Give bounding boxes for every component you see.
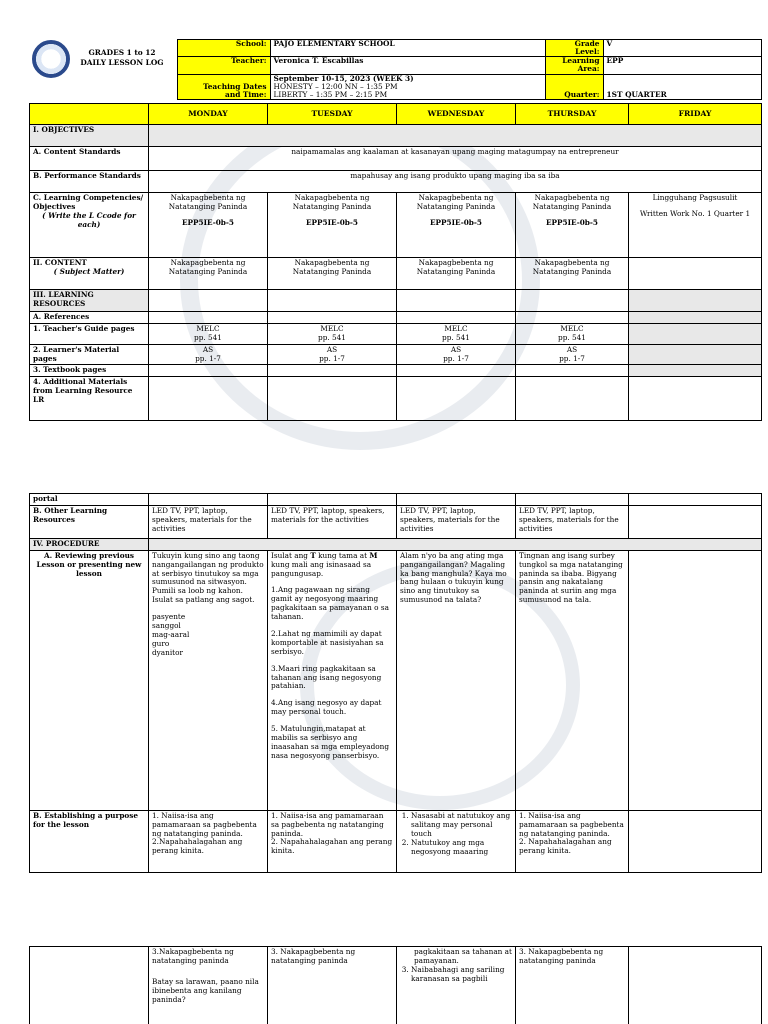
lm-pages: pp. 1-7 (319, 353, 345, 363)
lesson-table-part-1 (29, 103, 762, 421)
tg-pages: pp. 541 (194, 332, 222, 342)
lesson-table-part-3 (29, 946, 762, 1024)
lm-title: AS (566, 344, 578, 354)
tb-thursday (516, 365, 629, 377)
comp-code: EPP5IE-0b-5 (545, 217, 599, 227)
procedure-row (149, 538, 762, 550)
comp-monday (149, 193, 268, 258)
other-monday: LED TV, PPT, laptop, speakers, materials for the activities (149, 505, 268, 538)
intro-true: T (310, 550, 316, 560)
add-thursday (516, 377, 629, 421)
header-table (29, 39, 762, 100)
purpose-wednesday-list-cont (400, 966, 512, 984)
grade-label: Grade Level: (545, 40, 603, 57)
review-item: 5. Matulungin,matapat at mabilis sa serbisyo ang inaasahan sa mga empleyadong nasa negosyong panserbisyo. (271, 724, 390, 760)
portal-monday (149, 494, 268, 506)
review-wednesday: Alam n'yo ba ang ating mga pangangailangan? Magaling ka bang manghula? Kaya mo bang hulaan o tukuyin kung sino ang tinutukoy sa sumusunod na talata? (397, 550, 516, 810)
comp-text: Nakapagbebenta ng Natatanging Paninda (532, 193, 612, 211)
comp-text: Nakapagbebenta ng Natatanging Paninda (416, 193, 496, 211)
additional-materials-label: 4. Additional Materials from Learning Resource LR (30, 377, 149, 421)
learners-material-label: 2. Learner's Material pages (30, 344, 149, 365)
review-thursday: Tingnan ang isang surbey tungkol sa mga natatanging paninda sa ibaba. Bigyang pansin ang nakatalang paninda at suriin ang mga sumusunod na tala. (516, 550, 629, 810)
lm-thursday (516, 344, 629, 365)
content-thursday: Nakapagbebenta ng Natatanging Paninda (516, 258, 629, 290)
review-item: 2.Lahat ng mamimili ay dapat komportable at nasisiyahan sa serbisyo. (271, 629, 384, 656)
dates-label-2: and Time: (225, 89, 267, 99)
ref-wednesday (397, 312, 516, 324)
choice-item: pasyente (152, 612, 186, 622)
other-thursday: LED TV, PPT, laptop, speakers, materials for the activities (516, 505, 629, 538)
monday-question: Batay sa larawan, paano nila ibinebenta ang kanilang paninda? (152, 976, 259, 1004)
friday-written-work: Written Work No. 1 Quarter 1 (639, 208, 751, 218)
purpose-friday (629, 810, 762, 872)
day-monday: MONDAY (149, 104, 268, 125)
content-label-main: II. CONTENT (33, 258, 87, 267)
dates-label-1: Teaching Dates (203, 81, 267, 91)
purpose-item: 2. Napahahalagahan ang perang kinita. (519, 837, 612, 856)
purpose-wednesday (397, 810, 516, 872)
content-wednesday: Nakapagbebenta ng Natatanging Paninda (397, 258, 516, 290)
review-tuesday (268, 550, 397, 810)
purpose-item: 1. Nasasabi at natutukoy ang salitang may personal touch (411, 812, 512, 839)
review-item: 4.Ang isang negosyo ay dapat may personal touch. (271, 698, 382, 717)
content-standards-text: naipamamalas ang kaalaman at kasanayan upang maging matagumpay na entrepreneur (149, 147, 762, 171)
area-label: Learning Area: (545, 57, 603, 74)
lm-monday (149, 344, 268, 365)
objectives-label: I. OBJECTIVES (30, 125, 149, 147)
comp-code: EPP5IE-0b-5 (429, 217, 483, 227)
quarter-value: 1ST QUARTER (603, 74, 761, 99)
review-monday-text: Tukuyin kung sino ang taong nangangailangan ng produkto at serbisyo tinutukoy sa mga sumusunod na sitwasyon. Pumili sa loob ng kahon. Isulat sa patlang ang sagot. (152, 550, 264, 605)
intro-part: kung mali ang isinasaad sa pangungusap. (271, 559, 372, 578)
review-item: 1.Ang pagawaan ng sirang gamit ay negosyong maaring pagkakitaan sa pamayanan o sa tahanan. (271, 585, 389, 622)
teachers-guide-label: 1. Teacher's Guide pages (30, 323, 149, 344)
intro-part: kung tama at (315, 550, 370, 560)
comp-friday (629, 193, 762, 258)
school-label: School: (177, 40, 270, 57)
grade-value: V (603, 40, 761, 57)
area-value: EPP (603, 57, 761, 74)
lr-monday (149, 290, 268, 312)
day-friday: FRIDAY (629, 104, 762, 125)
comp-wednesday (397, 193, 516, 258)
competencies-label-note: ( Write the L Ccode for each) (42, 210, 136, 229)
intro-part: Isulat ang (271, 550, 311, 560)
content-monday: Nakapagbebenta ng Natatanging Paninda (149, 258, 268, 290)
purpose-label: B. Establishing a purpose for the lesson (30, 810, 149, 872)
teacher-value: Veronica T. Escabillas (270, 57, 545, 74)
ref-tuesday (268, 312, 397, 324)
cont-tuesday: 3. Nakapagbebenta ng natatanging paninda (268, 947, 397, 1024)
lr-thursday (516, 290, 629, 312)
ref-monday (149, 312, 268, 324)
purpose-thursday (516, 810, 629, 872)
cont-friday (629, 947, 762, 1024)
lr-friday (629, 290, 762, 312)
choice-item: mag-aaral (152, 629, 190, 639)
tg-pages: pp. 541 (442, 332, 470, 342)
lm-pages: pp. 1-7 (559, 353, 585, 363)
content-label-note: ( Subject Matter) (53, 266, 125, 276)
choice-item: sanggol (152, 621, 181, 631)
corner-cell (30, 104, 149, 125)
purpose-item: 1. Naiisa-isa ang pamamaraan sa pagbebenta ng natatanging paninda. (271, 810, 384, 838)
review-item: 3.Maari ring pagkakitaan sa tahanan ang isang negosyong patahian. (271, 663, 382, 691)
day-wednesday: WEDNESDAY (397, 104, 516, 125)
tg-title: MELC (196, 323, 220, 333)
title-line-1: GRADES 1 to 12 (88, 48, 156, 57)
school-value: PAJO ELEMENTARY SCHOOL (270, 40, 545, 57)
cont-wednesday (397, 947, 516, 1024)
purpose-monday (149, 810, 268, 872)
comp-text: Nakapagbebenta ng Natatanging Paninda (168, 193, 248, 211)
add-friday (629, 377, 762, 421)
review-monday-choices (152, 613, 264, 657)
choice-item: guro (152, 638, 170, 648)
other-tuesday: LED TV, PPT, laptop, speakers, materials for the activities (268, 505, 397, 538)
dates-liberty: LIBERTY – 1:35 PM – 2:15 PM (273, 89, 388, 99)
cont-monday (149, 947, 268, 1024)
dates-week: September 10-15, 2023 (WEEK 3) (273, 74, 414, 83)
tg-wednesday (397, 323, 516, 344)
other-wednesday: LED TV, PPT, laptop, speakers, materials for the activities (397, 505, 516, 538)
content-tuesday: Nakapagbebenta ng Natatanging Paninda (268, 258, 397, 290)
content-label (30, 258, 149, 290)
tb-wednesday (397, 365, 516, 377)
cont-label (30, 947, 149, 1024)
comp-code: EPP5IE-0b-5 (181, 217, 235, 227)
tg-title: MELC (320, 323, 344, 333)
other-resources-label: B. Other Learning Resources (30, 505, 149, 538)
tg-title: MELC (444, 323, 468, 333)
lm-wednesday (397, 344, 516, 365)
lm-tuesday (268, 344, 397, 365)
portal-wednesday (397, 494, 516, 506)
cont-thursday: 3. Nakapagbebenta ng natatanging paninda (516, 947, 629, 1024)
lm-title: AS (450, 344, 462, 354)
lm-pages: pp. 1-7 (195, 353, 221, 363)
day-thursday: THURSDAY (516, 104, 629, 125)
add-wednesday (397, 377, 516, 421)
tg-thursday (516, 323, 629, 344)
ref-friday (629, 312, 762, 324)
ref-thursday (516, 312, 629, 324)
purpose-item: 2. Napahahalagahan ang perang kinita. (271, 837, 393, 856)
add-tuesday (268, 377, 397, 421)
comp-thursday (516, 193, 629, 258)
dates-label (177, 74, 270, 99)
review-label: A. Reviewing previous Lesson or presenting new lesson (30, 550, 149, 810)
other-friday (629, 505, 762, 538)
competencies-label (30, 193, 149, 258)
intro-false: M (369, 550, 378, 560)
purpose-item: 3.Nakapagbebenta ng natatanging paninda (152, 947, 234, 965)
lm-title: AS (326, 344, 338, 354)
comp-tuesday (268, 193, 397, 258)
performance-standards-text: mapahusay ang isang produkto upang maging iba sa iba (149, 171, 762, 193)
purpose-item-continued: pagkakitaan sa tahanan at pamayanan. (414, 947, 512, 965)
add-monday (149, 377, 268, 421)
lm-title: AS (202, 344, 214, 354)
review-monday (149, 550, 268, 810)
tg-tuesday (268, 323, 397, 344)
tg-monday (149, 323, 268, 344)
lr-wednesday (397, 290, 516, 312)
comp-code: EPP5IE-0b-5 (305, 217, 359, 227)
tb-friday (629, 365, 762, 377)
content-friday (629, 258, 762, 290)
dates-honesty: HONESTY – 12:00 NN – 1:35 PM (273, 81, 398, 91)
content-standards-label: A. Content Standards (30, 147, 149, 171)
tb-tuesday (268, 365, 397, 377)
choice-item: dyanitor (152, 647, 183, 657)
title-line-2: DAILY LESSON LOG (80, 57, 164, 67)
tb-monday (149, 365, 268, 377)
review-tuesday-intro (271, 552, 393, 579)
purpose-item: 1. Naiisa-isa ang pamamaraan sa pagbebenta ng natatanging paninda. (519, 810, 624, 838)
performance-standards-label: B. Performance Standards (30, 171, 149, 193)
procedure-label: IV. PROCEDURE (30, 538, 149, 550)
competencies-label-main: C. Learning Competencies/ Objectives (33, 193, 144, 211)
tg-pages: pp. 541 (318, 332, 346, 342)
objectives-row (149, 125, 762, 147)
tg-friday (629, 323, 762, 344)
portal-label: portal (30, 494, 149, 506)
comp-text: Nakapagbebenta ng Natatanging Paninda (292, 193, 372, 211)
portal-thursday (516, 494, 629, 506)
purpose-wednesday-list (400, 812, 512, 857)
review-friday (629, 550, 762, 810)
references-label: A. References (30, 312, 149, 324)
purpose-tuesday (268, 810, 397, 872)
title-cell (29, 40, 177, 100)
tg-pages: pp. 541 (558, 332, 586, 342)
portal-friday (629, 494, 762, 506)
friday-test: Lingguhang Pagsusulit (652, 193, 738, 202)
purpose-item: 2.Napahahalagahan ang perang kinita. (152, 837, 243, 856)
textbook-label: 3. Textbook pages (30, 365, 149, 377)
dates-value (270, 74, 545, 99)
lm-friday (629, 344, 762, 365)
portal-tuesday (268, 494, 397, 506)
purpose-item: 1. Naiisa-isa ang pamamaraan sa pagbebenta ng natatanging paninda. (152, 810, 257, 838)
purpose-item: 3. Naibabahagi ang sariling karanasan sa pagbili (411, 966, 512, 984)
purpose-item: 2. Natutukoy ang mga negosyong maaaring (411, 839, 512, 857)
learning-resources-label: III. LEARNING RESOURCES (30, 290, 149, 312)
teacher-label: Teacher: (177, 57, 270, 74)
tg-title: MELC (560, 323, 584, 333)
lr-tuesday (268, 290, 397, 312)
day-tuesday: TUESDAY (268, 104, 397, 125)
lm-pages: pp. 1-7 (443, 353, 469, 363)
quarter-label: Quarter: (545, 74, 603, 99)
lesson-table-part-2 (29, 493, 762, 873)
